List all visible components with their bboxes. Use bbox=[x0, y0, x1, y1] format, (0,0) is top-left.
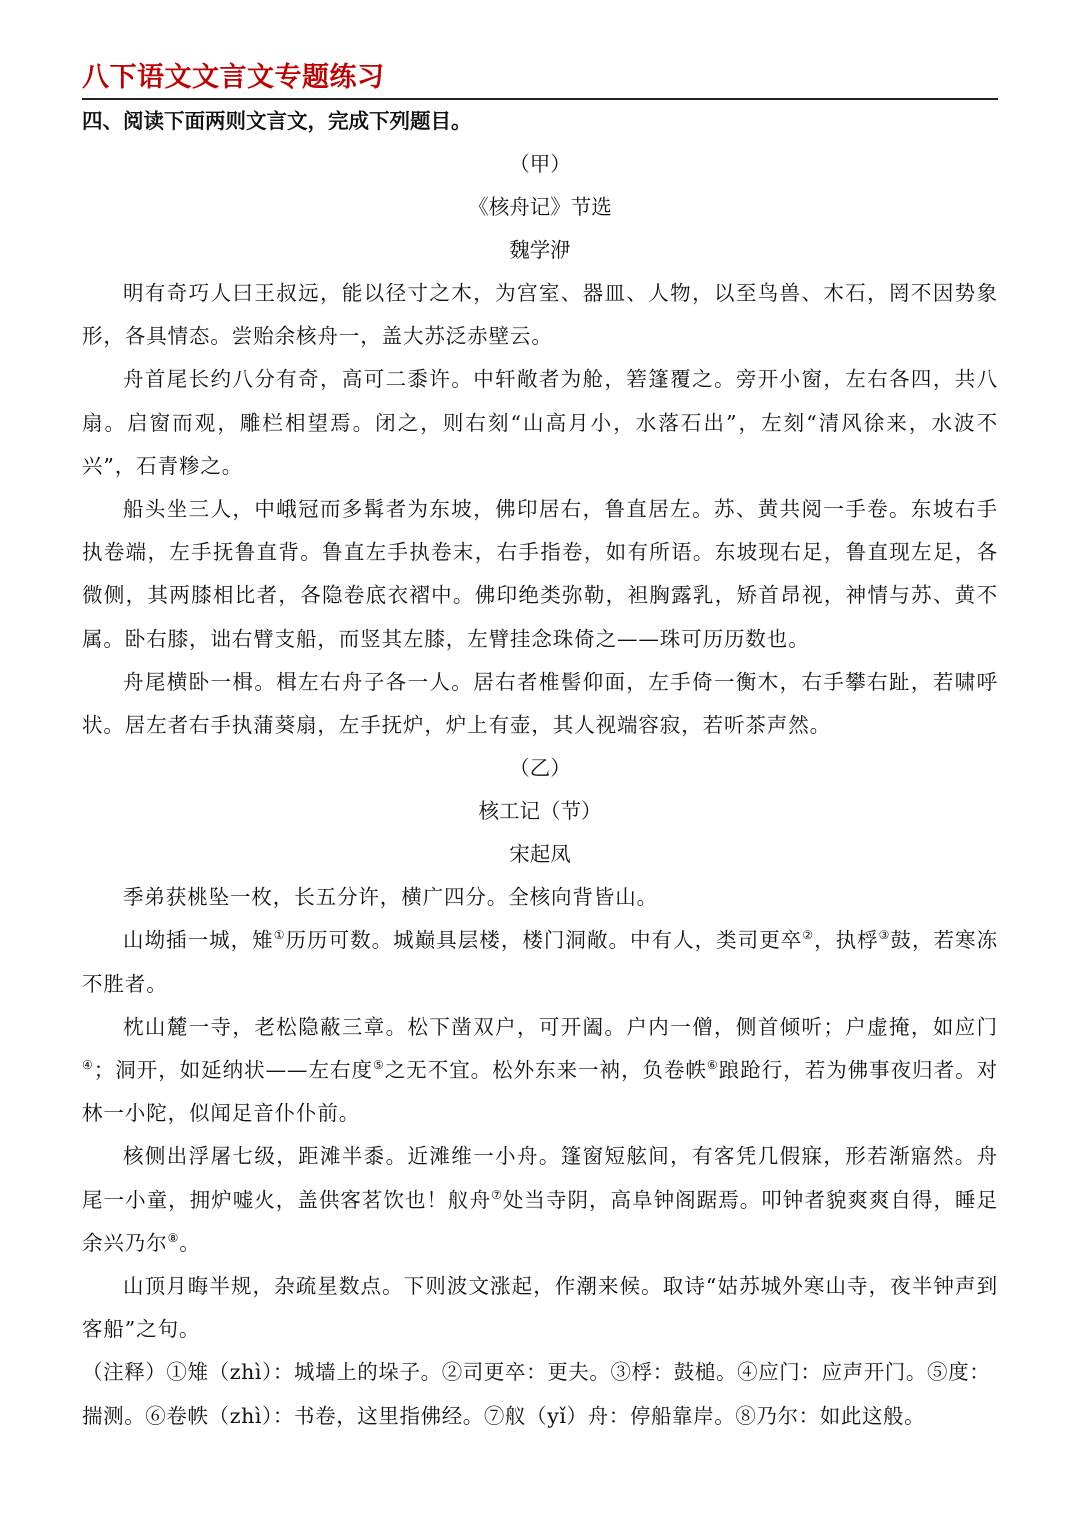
text-segment: 山坳插一城，雉 bbox=[123, 928, 274, 953]
footnote-marker-2: ② bbox=[802, 928, 815, 943]
header-title: 八下语文文言文专题练习 bbox=[82, 62, 385, 93]
passage-b-paragraph-3 bbox=[82, 1006, 998, 1136]
passage-b-paragraph-4 bbox=[82, 1135, 998, 1265]
passage-b-paragraph-1: 季弟获桃坠一枚，长五分许，横广四分。全核向背皆山。 bbox=[123, 885, 658, 910]
text-segment: 处当寺阴，高阜钟阁踞焉。叩钟者貌爽爽自得，睡足余兴乃尔 bbox=[82, 1187, 998, 1255]
text-segment: ，执桴 bbox=[814, 928, 879, 953]
passage-a-paragraph-4: 舟尾横卧一楫。楫左右舟子各一人。居右者椎髻仰面，左手倚一衡木，右手攀右趾，若啸呼状。居左者右手执蒲葵扇，左手抚炉，炉上有壶，其人视端容寂，若听茶声然。 bbox=[82, 669, 998, 738]
page-header bbox=[82, 60, 998, 100]
question-heading: 四、阅读下面两则文言文，完成下列题目。 bbox=[82, 109, 472, 133]
text-segment: 。 bbox=[179, 1230, 201, 1255]
text-segment: 核侧出浮屠七级，距滩半黍。近滩维一小舟。篷窗短舷间，有客凭几假寐，形若渐寤然。舟尾一小童，拥炉嘘火，盖供客茗饮也！舣舟 bbox=[82, 1144, 998, 1212]
annotations: （注释）①雉（zhì）：城墙上的垛子。②司更卒：更夫。③桴：鼓槌。④应门：应声开门。⑤度：揣测。⑥卷帙（zhì）：书卷，这里指佛经。⑦舣（yǐ）舟：停船靠岸。⑧乃尔：如此这般。 bbox=[82, 1360, 991, 1428]
passage-a-paragraph-1: 明有奇巧人曰王叔远，能以径寸之木，为宫室、器皿、人物，以至鸟兽、木石，罔不因势象形，各具情态。尝贻余核舟一，盖大苏泛赤壁云。 bbox=[82, 281, 998, 349]
document-body bbox=[82, 100, 998, 1438]
passage-b bbox=[82, 747, 998, 1351]
text-segment: ；洞开，如延纳状——左右度 bbox=[93, 1058, 373, 1083]
footnote-marker-3: ③ bbox=[878, 928, 891, 943]
passage-a-paragraph-3: 船头坐三人，中峨冠而多髯者为东坡，佛印居右，鲁直居左。苏、黄共阅一手卷。东坡右手执卷端，左手抚鲁直背。鲁直左手执卷末，右手指卷，如有所语。东坡现右足，鲁直现左足，各微侧，其两膝相比者，各隐卷底衣褶中。佛印绝类弥勒，袒胸露乳，矫首昂视，神情与苏、黄不属。卧右膝，诎右臂支船，而竖其左膝，左臂挂念珠倚之——珠可历历数也。 bbox=[82, 497, 998, 651]
passage-b-author: 宋起凤 bbox=[509, 842, 571, 867]
footnote-marker-4: ④ bbox=[82, 1058, 94, 1073]
footnote-marker-5: ⑤ bbox=[372, 1058, 385, 1073]
passage-b-label: （乙） bbox=[509, 756, 571, 781]
footnote-marker-7: ⑦ bbox=[491, 1187, 503, 1202]
passage-a-title: 《核舟记》节选 bbox=[468, 195, 612, 219]
passage-b-title: 核工记（节） bbox=[478, 799, 602, 824]
passage-b-paragraph-5: 山顶月晦半规，杂疏星数点。下则波文涨起，作潮来候。取诗“姑苏城外寒山寺，夜半钟声到客船”之句。 bbox=[82, 1274, 998, 1342]
footnote-marker-8: ⑧ bbox=[167, 1231, 180, 1246]
passage-b-paragraph-2 bbox=[82, 919, 998, 1005]
text-segment: 踉跄行，若为佛事夜归者。对林一小陀，似闻足音仆仆前。 bbox=[82, 1058, 998, 1126]
passage-a bbox=[82, 143, 998, 747]
passage-a-author: 魏学洢 bbox=[509, 238, 571, 262]
text-segment: 枕山麓一寺，老松隐蔽三章。松下凿双户，可开阖。户内一僧，侧首倾听；户虚掩，如应门 bbox=[123, 1014, 998, 1039]
text-segment: 之无不宜。松外东来一衲，负卷帙 bbox=[384, 1058, 708, 1083]
footnote-marker-1: ① bbox=[273, 928, 286, 943]
text-segment: 历历可数。城巅具层楼，楼门洞敞。中有人，类司更卒 bbox=[285, 928, 803, 953]
text-segment: 鼓，若寒冻不胜者。 bbox=[82, 928, 998, 996]
passage-a-paragraph-2: 舟首尾长约八分有奇，高可二黍许。中轩敞者为舱，箬篷覆之。旁开小窗，左右各四，共八扇。启窗而观，雕栏相望焉。闭之，则右刻“山高月小，水落石出”，左刻“清风徐来，水波不兴”，石青糁之。 bbox=[82, 367, 998, 478]
passage-a-label: （甲） bbox=[509, 152, 571, 176]
footnote-marker-6: ⑥ bbox=[707, 1058, 719, 1073]
